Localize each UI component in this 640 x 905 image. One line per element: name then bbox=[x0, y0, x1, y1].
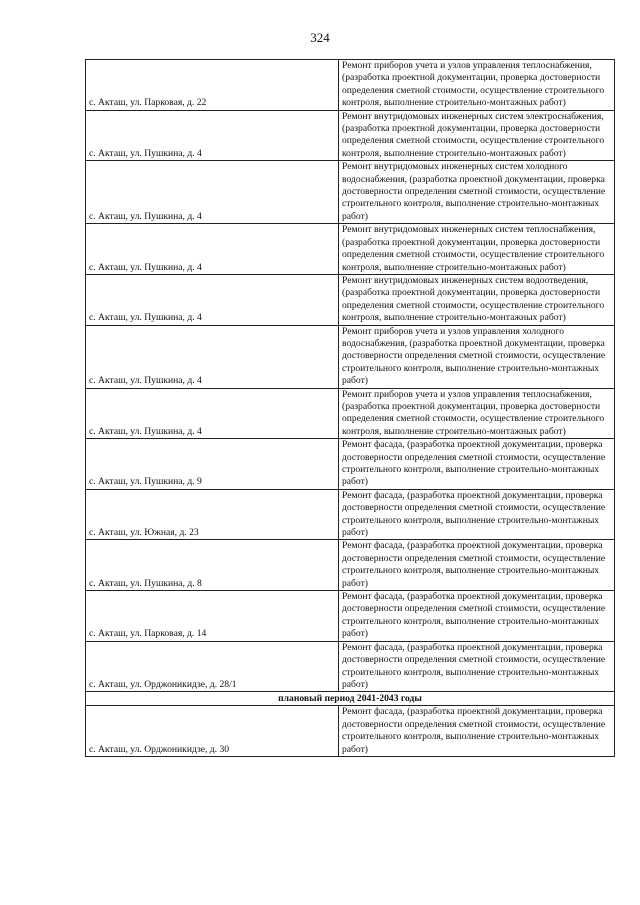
address-cell: с. Акташ, ул. Южная, д. 23 bbox=[86, 489, 339, 540]
address-cell: с. Акташ, ул. Пушкина, д. 4 bbox=[86, 274, 339, 325]
address-cell: с. Акташ, ул. Пушкина, д. 8 bbox=[86, 540, 339, 591]
work-description-cell: Ремонт фасада, (разработка проектной документации, проверка достоверности определения сметной стоимости, осуществление строительного контроля, выполнение строительно-монтажных работ) bbox=[339, 706, 615, 757]
work-description-cell: Ремонт приборов учета и узлов управления теплоснабжения, (разработка проектной документации, проверка достоверности определения сметной стоимости, осуществление строительного контроля, выполнение строительно-монтажных работ) bbox=[339, 60, 615, 111]
address-cell: с. Акташ, ул. Пушкина, д. 4 bbox=[86, 325, 339, 388]
work-description-cell: Ремонт внутридомовых инженерных систем электроснабжения, (разработка проектной документации, проверка достоверности определения сметной стоимости, осуществление строительного контроля, выполнение строительно-монтажных работ) bbox=[339, 110, 615, 161]
table-row bbox=[86, 641, 615, 692]
work-description-cell: Ремонт фасада, (разработка проектной документации, проверка достоверности определения сметной стоимости, осуществление строительного контроля, выполнение строительно-монтажных работ) bbox=[339, 591, 615, 642]
work-description-cell: Ремонт внутридомовых инженерных систем теплоснабжения, (разработка проектной документации, проверка достоверности определения сметной стоимости, осуществление строительного контроля, выполнение строительно-монтажных работ) bbox=[339, 224, 615, 275]
address-cell: с. Акташ, ул. Парковая, д. 22 bbox=[86, 60, 339, 111]
table-row bbox=[86, 489, 615, 540]
table-row bbox=[86, 706, 615, 757]
table-row bbox=[86, 439, 615, 490]
work-description-cell: Ремонт фасада, (разработка проектной документации, проверка достоверности определения сметной стоимости, осуществление строительного контроля, выполнение строительно-монтажных работ) bbox=[339, 641, 615, 692]
address-cell: с. Акташ, ул. Парковая, д. 14 bbox=[86, 591, 339, 642]
table-row bbox=[86, 591, 615, 642]
table-row bbox=[86, 388, 615, 439]
address-cell: с. Акташ, ул. Пушкина, д. 4 bbox=[86, 224, 339, 275]
works-table bbox=[85, 59, 615, 757]
period-heading: плановый период 2041-2043 годы bbox=[86, 692, 615, 706]
work-description-cell: Ремонт приборов учета и узлов управления теплоснабжения, (разработка проектной документации, проверка достоверности определения сметной стоимости, осуществление строительного контроля, выполнение строительно-монтажных работ) bbox=[339, 388, 615, 439]
work-description-cell: Ремонт внутридомовых инженерных систем холодного водоснабжения, (разработка проектной документации, проверка достоверности определения сметной стоимости, осуществление строительного контроля, выполнение строительно-монтажных работ) bbox=[339, 161, 615, 224]
table-row bbox=[86, 540, 615, 591]
table-row bbox=[86, 325, 615, 388]
address-cell: с. Акташ, ул. Пушкина, д. 4 bbox=[86, 388, 339, 439]
table-row bbox=[86, 161, 615, 224]
address-cell: с. Акташ, ул. Пушкина, д. 4 bbox=[86, 110, 339, 161]
table-row bbox=[86, 110, 615, 161]
work-description-cell: Ремонт фасада, (разработка проектной документации, проверка достоверности определения сметной стоимости, осуществление строительного контроля, выполнение строительно-монтажных работ) bbox=[339, 489, 615, 540]
work-description-cell: Ремонт фасада, (разработка проектной документации, проверка достоверности определения сметной стоимости, осуществление строительного контроля, выполнение строительно-монтажных работ) bbox=[339, 439, 615, 490]
table-row bbox=[86, 224, 615, 275]
address-cell: с. Акташ, ул. Орджоникидзе, д. 30 bbox=[86, 706, 339, 757]
work-description-cell: Ремонт внутридомовых инженерных систем водоотведения, (разработка проектной документации, проверка достоверности определения сметной стоимости, осуществление строительного контроля, выполнение строительно-монтажных работ) bbox=[339, 274, 615, 325]
address-cell: с. Акташ, ул. Пушкина, д. 4 bbox=[86, 161, 339, 224]
page-number: 324 bbox=[310, 30, 330, 45]
work-description-cell: Ремонт приборов учета и узлов управления холодного водоснабжения, (разработка проектной документации, проверка достоверности определения сметной стоимости, осуществление строительного контроля, выполнение строительно-монтажных работ) bbox=[339, 325, 615, 388]
period-heading-row bbox=[86, 692, 615, 706]
table-row bbox=[86, 60, 615, 111]
address-cell: с. Акташ, ул. Орджоникидзе, д. 28/1 bbox=[86, 641, 339, 692]
address-cell: с. Акташ, ул. Пушкина, д. 9 bbox=[86, 439, 339, 490]
table-row bbox=[86, 274, 615, 325]
work-description-cell: Ремонт фасада, (разработка проектной документации, проверка достоверности определения сметной стоимости, осуществление строительного контроля, выполнение строительно-монтажных работ) bbox=[339, 540, 615, 591]
